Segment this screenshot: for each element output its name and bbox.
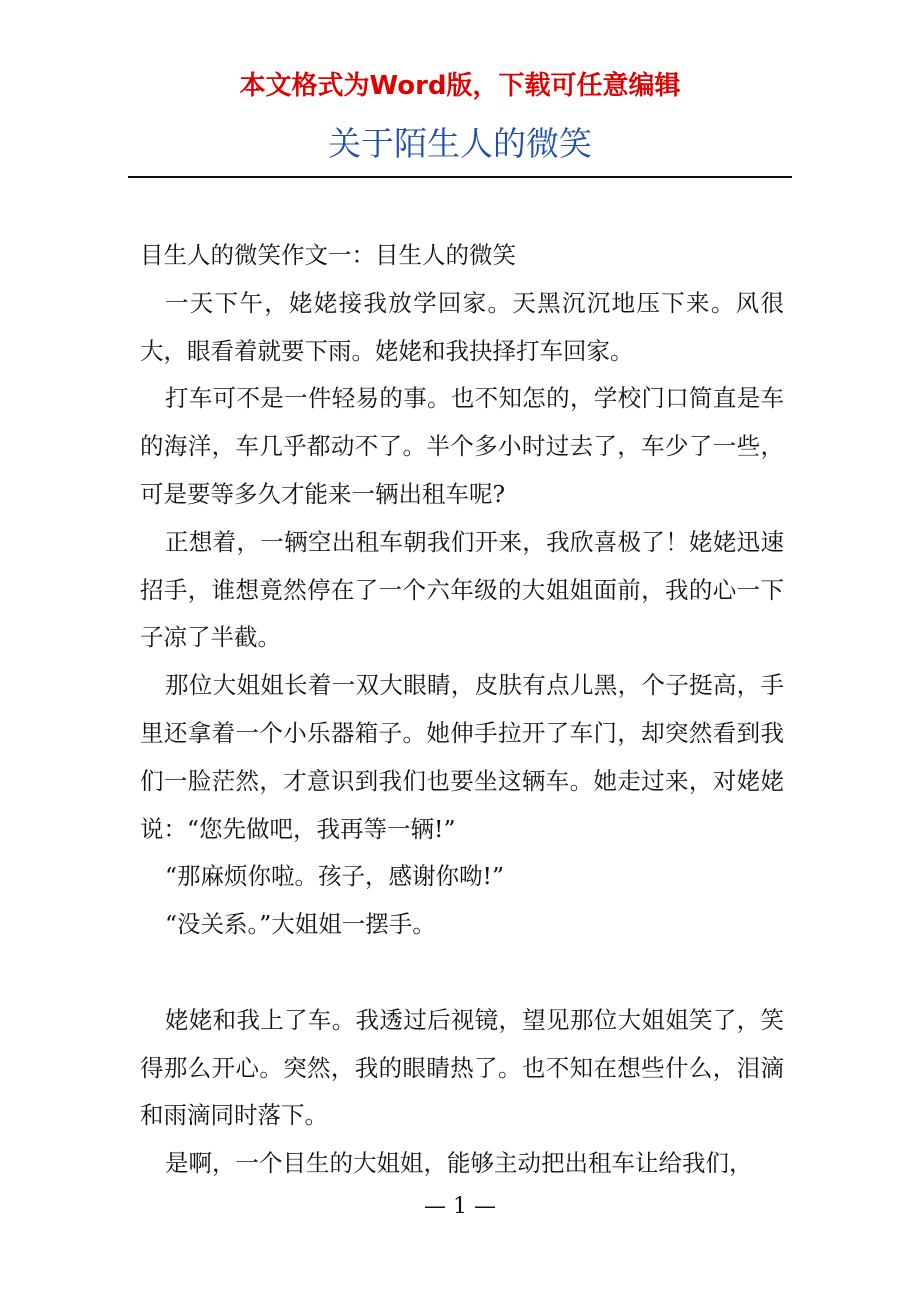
paragraph-spacer [140,949,784,997]
format-notice: 本文格式为Word版，下载可任意编辑 [239,71,681,101]
article-subtitle: 目生人的微笑作文一：目生人的微笑 [140,241,516,269]
document-title: 关于陌生人的微笑 [328,124,592,163]
page-number: — 1 — [424,1194,496,1219]
paragraph: 一天下午，姥姥接我放学回家。天黑沉沉地压下来。风很大，眼看着就要下雨。姥姥和我抉择打车回家。 [140,288,784,365]
paragraph: 姥姥和我上了车。我透过后视镜，望见那位大姐姐笑了，笑得那么开心。突然，我的眼睛热了。也不知在想些什么，泪滴和雨滴同时落下。 [140,1005,784,1130]
paragraph: 那位大姐姐长着一双大眼睛，皮肤有点儿黑，个子挺高，手里还拿着一个小乐器箱子。她伸手拉开了车门，却突然看到我们一脸茫然，才意识到我们也要坐这辆车。她走过来，对姥姥说：“您先做吧，我再等一辆!” [140,671,784,843]
paragraph: 是啊，一个目生的大姐姐，能够主动把出租车让给我们， [165,1149,753,1178]
paragraph: “那麻烦你啦。孩子，感谢你呦!” [165,862,504,891]
title-divider [128,176,792,178]
paragraph: 打车可不是一件轻易的事。也不知怎的，学校门口简直是车的海洋，车几乎都动不了。半个多小时过去了，车少了一些，可是要等多久才能来一辆出租车呢? [140,384,784,508]
paragraph: “没关系。”大姐姐一摆手。 [165,910,436,939]
article-body [140,232,784,1188]
paragraph: 正想着，一辆空出租车朝我们开来，我欣喜极了！姥姥迅速招手，谁想竟然停在了一个六年级的大姐姐面前，我的心一下子凉了半截。 [140,527,784,652]
